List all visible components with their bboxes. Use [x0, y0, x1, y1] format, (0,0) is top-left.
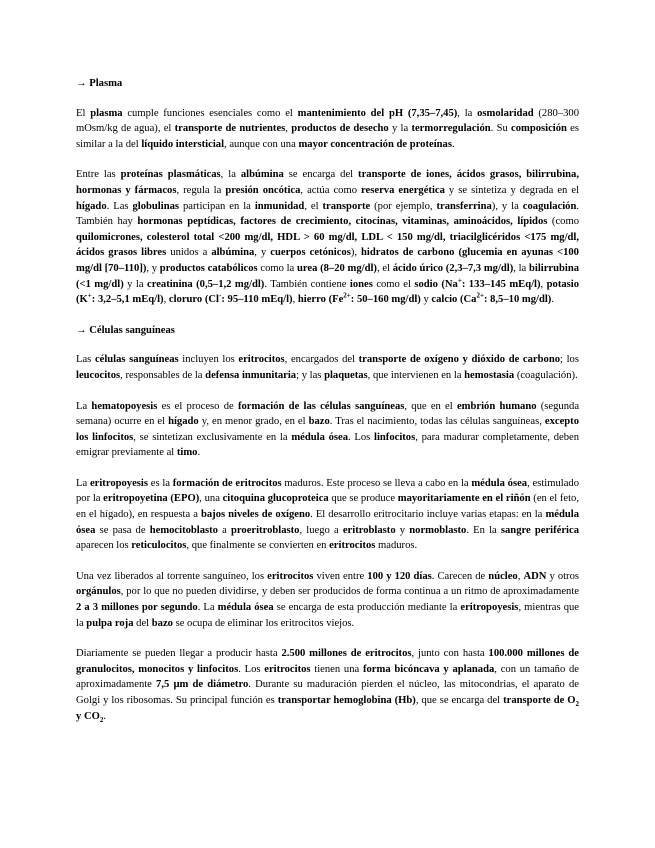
- bold-term: productos de desecho: [291, 123, 389, 135]
- bold-term: : 50–160 mg/dl): [350, 294, 421, 306]
- bold-term: : 8,5–10 mg/dl): [483, 294, 552, 306]
- bold-term: proeritroblasto: [231, 524, 300, 536]
- text-run: La: [76, 477, 90, 489]
- text-run: , se sintetizan exclusivamente en la: [133, 431, 292, 443]
- text-run: , que se encarga del: [415, 695, 504, 706]
- text-run: .: [197, 447, 201, 459]
- text-run: Diariamente se pueden llegar a producir hasta: [76, 648, 282, 660]
- bold-term: hemostasia: [464, 369, 515, 381]
- text-run: y se sintetiza y degrada en el: [444, 184, 580, 196]
- text-run: y la: [388, 123, 412, 135]
- text-run: a: [217, 524, 232, 536]
- text-run: (280–300 mOsm/kg de agua), el: [76, 107, 580, 135]
- bold-term: orgánulos: [76, 586, 121, 598]
- text-run: ,: [285, 123, 292, 135]
- text-run: que se produce: [328, 493, 398, 505]
- bold-term: reserva energética: [361, 184, 445, 196]
- superscript: 2+: [476, 291, 484, 300]
- bold-term: urea (8–20 mg/dl): [296, 262, 377, 274]
- text-run: ,: [292, 294, 298, 306]
- bold-term: leucocitos: [76, 369, 121, 381]
- text-run: y, en menor grado, en el: [198, 416, 309, 428]
- section-heading: [76, 76, 579, 92]
- bold-term: : 133–145 mEq/l): [461, 278, 541, 290]
- text-run: (en el feto, en el hígado), en respuesta a: [76, 493, 579, 521]
- bold-term: bazo: [151, 617, 173, 629]
- bold-term: transporte de nutrientes: [174, 123, 286, 135]
- bold-term: transporte de oxígeno y dióxido de carbono: [358, 354, 561, 366]
- text-run: , regula la: [176, 184, 226, 196]
- bold-term: composición: [511, 123, 567, 135]
- text-run: , por lo que no pueden dividirse, y deben ser producidos de forma continua a un ritmo de aproximadamente: [120, 586, 579, 598]
- text-run: , el: [304, 200, 323, 212]
- bold-term: pulpa roja: [86, 617, 134, 629]
- bold-term: termorregulación: [411, 123, 491, 135]
- bold-term: mayor concentración de proteínas: [298, 138, 452, 150]
- section-heading: [76, 323, 579, 339]
- text-run: (por ejemplo,: [370, 200, 437, 212]
- text-run: Entre las: [76, 169, 121, 181]
- text-run: , luego a: [299, 524, 343, 536]
- text-run: , que en el: [404, 400, 457, 412]
- bold-term: y CO: [76, 710, 100, 722]
- text-run: del: [133, 617, 152, 629]
- text-run: y: [395, 524, 410, 536]
- bold-term: líquido intersticial: [141, 138, 225, 150]
- text-run: se encarga del: [283, 169, 359, 181]
- bold-term: 100.000 millones de granulocitos, monocitos y linfocitos: [76, 648, 579, 675]
- bold-term: transferrina: [436, 200, 492, 212]
- superscript: -: [219, 291, 222, 300]
- bold-term: ADN: [523, 570, 547, 582]
- bold-term: formación de eritrocitos: [172, 477, 282, 489]
- superscript: +: [87, 291, 92, 300]
- text-run: .: [551, 294, 554, 306]
- text-run: maduros. Este proceso se lleva a cabo en la: [281, 477, 472, 489]
- text-run: .: [103, 710, 106, 722]
- arrow-icon: →: [76, 324, 90, 336]
- bold-term: : 3,2–5,1 mEq/l): [91, 294, 164, 306]
- subscript: 2: [99, 715, 104, 724]
- text-run: Una vez liberados al torrente sanguíneo, los: [76, 570, 268, 582]
- bold-term: transporte de O: [503, 695, 576, 706]
- text-run: . Su: [490, 123, 512, 135]
- bold-term: células sanguíneas: [94, 354, 179, 366]
- text-run: es el proceso de: [157, 400, 238, 412]
- text-run: , la: [220, 169, 241, 181]
- bold-term: mantenimiento del pH (7,35–7,45): [297, 107, 458, 119]
- arrow-icon: →: [76, 78, 90, 89]
- text-run: . El desarrollo eritrocitario incluye varias etapas: en la: [310, 509, 546, 521]
- paragraph: [76, 569, 579, 631]
- bold-term: citoquina glucoproteica: [222, 493, 329, 505]
- text-run: Las: [76, 354, 95, 366]
- bold-term: eritropoyesis: [89, 477, 148, 489]
- paragraph: [76, 352, 579, 383]
- text-run: , y: [254, 247, 271, 259]
- bold-term: quilomicrones, colesterol total <200 mg/dl, HDL > 60 mg/dl, LDL < 150 mg/dl, triacilglicéridos <175 mg/dl, ácidos grasos libres: [76, 231, 579, 259]
- bold-term: sangre periférica: [500, 524, 579, 536]
- paragraph: [76, 106, 579, 153]
- bold-term: calcio (Ca: [431, 294, 477, 306]
- bold-term: hierro (Fe: [297, 294, 344, 306]
- paragraph: [76, 399, 579, 461]
- bold-term: presión oncótica: [225, 184, 301, 196]
- text-run: , una: [199, 493, 223, 505]
- superscript: +: [457, 276, 462, 284]
- text-run: . Los: [348, 431, 375, 443]
- text-run: , responsables de la: [120, 369, 206, 381]
- bold-term: eritropoyesis: [460, 602, 519, 614]
- bold-term: cloruro (Cl: [168, 294, 220, 306]
- bold-term: 2 a 3 millones por segundo: [76, 602, 198, 614]
- bold-term: eritrocitos: [264, 663, 311, 675]
- bold-term: cuerpos cetónicos: [270, 247, 351, 259]
- text-run: , la: [513, 262, 529, 274]
- text-run: aparecen los: [76, 540, 132, 552]
- bold-term: bilirrubina (<1 mg/dl): [76, 262, 580, 290]
- text-run: es la: [148, 477, 173, 489]
- subscript: 2: [575, 700, 580, 709]
- text-run: , que intervienen en la: [367, 369, 465, 381]
- bold-term: proteínas plasmáticas: [120, 169, 221, 181]
- bold-term: hematopoyesis: [91, 400, 158, 412]
- text-run: , junto con hasta: [411, 648, 489, 660]
- bold-term: coagulación: [522, 200, 577, 212]
- text-run: y: [420, 294, 432, 306]
- text-run: . Durante su maduración pierden el núcleo, las mitocondrias, el aparato de Golgi y los ribosomas. Su principal función es: [76, 679, 579, 706]
- text-run: se ocupa de eliminar los eritrocitos viejos.: [172, 617, 355, 629]
- bold-term: eritrocitos: [329, 540, 376, 552]
- bold-term: : 95–110 mEq/l): [221, 294, 293, 306]
- paragraph: [76, 476, 579, 554]
- text-run: ), y la: [491, 200, 523, 212]
- bold-term: plasma: [90, 107, 123, 119]
- bold-term: sodio (Na: [414, 278, 458, 290]
- bold-term: transportar hemoglobina (Hb): [277, 695, 416, 706]
- text-run: incluyen los: [178, 354, 239, 366]
- text-run: , estimulado por la: [76, 477, 579, 505]
- bold-term: 2.500 millones de eritrocitos: [281, 648, 412, 660]
- text-run: (como: [547, 216, 579, 228]
- bold-term: hígado: [76, 200, 107, 212]
- text-run: como la: [257, 262, 297, 274]
- paragraph: [76, 167, 579, 307]
- text-run: (segunda semana) ocurre en el: [76, 400, 580, 428]
- text-run: . Las: [106, 200, 133, 212]
- text-run: como el: [372, 278, 415, 290]
- bold-term: albúmina: [211, 247, 255, 259]
- bold-term: eritroblasto: [342, 524, 396, 536]
- bold-term: plaquetas: [324, 369, 368, 381]
- text-run: ),: [350, 247, 362, 259]
- text-run: unidos a: [166, 247, 212, 259]
- text-run: ; y las: [296, 369, 325, 381]
- bold-term: eritrocitos: [238, 354, 285, 366]
- bold-term: linfocitos: [374, 431, 416, 443]
- bold-term: productos catabólicos: [159, 262, 258, 274]
- bold-term: hidratos de carbono (glucemia en ayunas <100 mg/dl [70–110]): [76, 247, 579, 274]
- bold-term: bazo: [308, 416, 330, 428]
- text-run: ; los: [560, 354, 579, 366]
- bold-term: núcleo: [488, 570, 518, 582]
- bold-term: hormonas peptídicas, factores de crecimiento, citocinas, vitaminas, aminoácidos, lípidos: [137, 216, 548, 228]
- bold-term: hígado: [168, 416, 199, 428]
- bold-term: forma bicóncava y aplanada: [362, 663, 495, 675]
- text-run: se encarga de esta producción mediante la: [273, 602, 461, 614]
- section-title: Plasma: [89, 78, 123, 89]
- bold-term: ácido úrico (2,3–7,3 mg/dl): [392, 262, 514, 274]
- section-title: Células sanguíneas: [89, 324, 175, 336]
- bold-term: médula ósea: [217, 602, 274, 614]
- bold-term: timo: [176, 447, 198, 459]
- text-run: , la: [457, 107, 478, 119]
- text-run: maduros.: [375, 540, 418, 552]
- text-run: ,: [517, 570, 524, 582]
- text-run: La: [76, 400, 92, 412]
- text-run: viven entre: [313, 570, 368, 582]
- bold-term: médula ósea: [471, 477, 528, 489]
- bold-term: osmolaridad: [477, 107, 534, 119]
- text-run: , que finalmente se convierten en: [186, 540, 330, 552]
- bold-term: inmunidad: [254, 200, 305, 212]
- bold-term: médula ósea: [76, 509, 579, 536]
- text-run: . Tras el nacimiento, todas las células sanguíneas,: [329, 416, 545, 428]
- bold-term: eritrocitos: [267, 570, 314, 582]
- bold-term: formación de las células sanguíneas: [237, 400, 405, 412]
- bold-term: bajos niveles de oxígeno: [200, 509, 311, 521]
- text-run: participan en la: [179, 200, 255, 212]
- bold-term: 7,5 µm de diámetro: [156, 679, 249, 691]
- superscript: 2+: [343, 291, 351, 300]
- bold-term: transporte: [322, 200, 371, 212]
- bold-term: transporte de iones, ácidos grasos, bilirrubina, hormonas y fármacos: [76, 169, 579, 196]
- text-run: se pasa de: [95, 524, 150, 536]
- text-run: .: [451, 138, 455, 150]
- bold-term: mayoritariamente en el riñón: [397, 493, 531, 505]
- text-run: , aunque con una: [224, 138, 299, 150]
- bold-term: 100 y 120 días: [367, 570, 432, 582]
- text-run: . En la: [466, 524, 501, 536]
- text-run: es similar a la del: [76, 123, 580, 150]
- text-run: tienen una: [310, 663, 363, 675]
- bold-term: albúmina: [240, 169, 284, 181]
- text-run: (coagulación).: [514, 369, 578, 381]
- text-run: . Los: [238, 663, 265, 675]
- bold-term: creatinina (0,5–1,2 mg/dl): [147, 278, 265, 290]
- bold-term: normoblasto: [409, 524, 467, 536]
- bold-term: hemocitoblasto: [149, 524, 218, 536]
- paragraph: [76, 646, 579, 724]
- text-run: , para madurar completamente, deben emigrar previamente al: [76, 431, 579, 459]
- text-run: , con un tamaño de aproximadamente: [76, 663, 580, 691]
- text-run: . También hay: [76, 200, 579, 228]
- text-run: El: [76, 107, 91, 119]
- text-run: . También contiene: [264, 278, 350, 290]
- bold-term: reticulocitos: [131, 540, 187, 552]
- text-run: y la: [123, 278, 147, 290]
- text-run: , encargados del: [284, 354, 359, 366]
- bold-term: defensa inmunitaria: [205, 369, 297, 381]
- text-run: cumple funciones esenciales como el: [122, 107, 298, 119]
- bold-term: potasio (K: [76, 278, 580, 306]
- text-run: , y: [146, 262, 160, 274]
- text-run: y otros: [546, 570, 580, 582]
- bold-term: embrión humano: [456, 400, 537, 412]
- bold-term: eritropoyetina (EPO): [103, 493, 200, 505]
- text-run: , actúa como: [300, 184, 362, 196]
- text-run: , el: [376, 262, 393, 274]
- bold-term: globulinas: [132, 200, 180, 212]
- text-run: , mientras que la: [76, 602, 579, 629]
- bold-term: iones: [349, 278, 373, 290]
- text-run: ,: [540, 278, 547, 290]
- text-run: ,: [163, 294, 169, 306]
- text-run: . Carecen de: [431, 570, 489, 582]
- text-run: . La: [197, 602, 218, 614]
- bold-term: médula ósea: [291, 431, 349, 443]
- bold-term: excepto los linfocitos: [76, 416, 579, 443]
